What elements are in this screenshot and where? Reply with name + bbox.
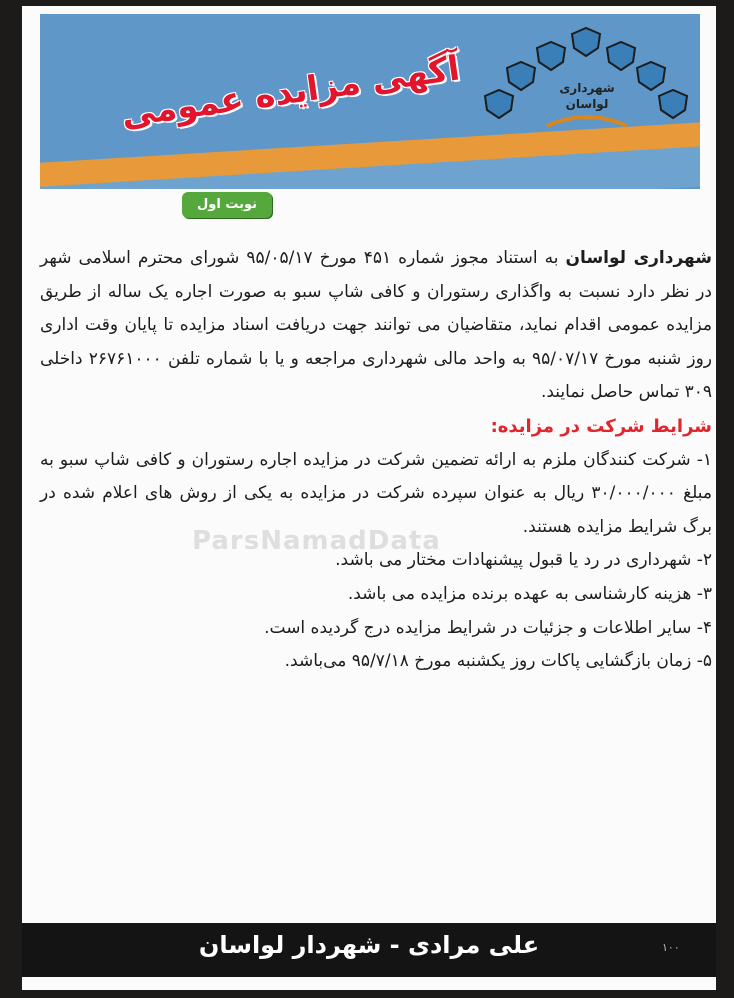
condition-item: ۱- شرکت کنندگان ملزم به ارائه تضمین شرکت در مزایده اجاره رستوران و کافی شاپ سبو به مبلغ ۳۰/۰۰۰/۰۰۰ ریال به عنوان سپرده شرکت در مزایده به یکی از روش های اعلام شده در برگ شرایط مزایده هستند. <box>40 449 712 537</box>
notice-card <box>22 6 716 990</box>
conditions-title: شرایط شرکت در مزایده: <box>490 415 712 437</box>
watermark: ParsNamadData <box>192 526 441 556</box>
condition-item: ۵- زمان بازگشایی پاکات روز یکشنبه مورخ ۹۵/۷/۱۸ می‌باشد. <box>284 651 712 672</box>
condition-item: ۳- هزینه کارشناسی به عهده برنده مزایده می باشد. <box>347 583 712 604</box>
logo-text-line2: لواسان <box>565 97 609 111</box>
condition-item: ۲- شهرداری در رد یا قبول پیشنهادات مختار می باشد. <box>335 550 712 571</box>
intro-text: به استناد مجوز شماره ۴۵۱ مورخ ۹۵/۰۵/۱۷ شورای محترم اسلامی شهر در نظر دارد نسبت به واگذاری رستوران و کافی شاپ سبو به صورت اجاره یک ساله از طریق مزایده عمومی اقدام نماید، متقاضیان می توانند جهت دریافت اسناد مزایده تا پایان وقت اداری روز شنبه مورخ ۹۵/۰۷/۱۷ به واحد مالی شهرداری مراجعه و یا با شماره تلفن ۲۶۷۶۱۰۰۰ داخلی ۳۰۹ تماس حاصل نمایند. <box>40 248 713 403</box>
logo-text-line1: شهرداری <box>559 81 615 95</box>
footer-signature: علی مرادی - شهردار لواسان <box>198 931 540 959</box>
intro-paragraph <box>40 242 712 410</box>
condition-item: ۴- سایر اطلاعات و جزئیات در شرایط مزایده درج گردیده است. <box>264 617 712 638</box>
round-badge: نوبت اول <box>182 192 272 218</box>
header-banner <box>40 14 700 189</box>
logo-text <box>532 80 642 112</box>
footer-code: ۱۰۰ <box>662 941 680 954</box>
intro-lead: شهرداری لواسان <box>565 248 713 268</box>
notice-title: آگهی مزایده عمومی <box>118 48 463 136</box>
footer-bar <box>22 923 716 977</box>
notice-body <box>40 242 712 679</box>
